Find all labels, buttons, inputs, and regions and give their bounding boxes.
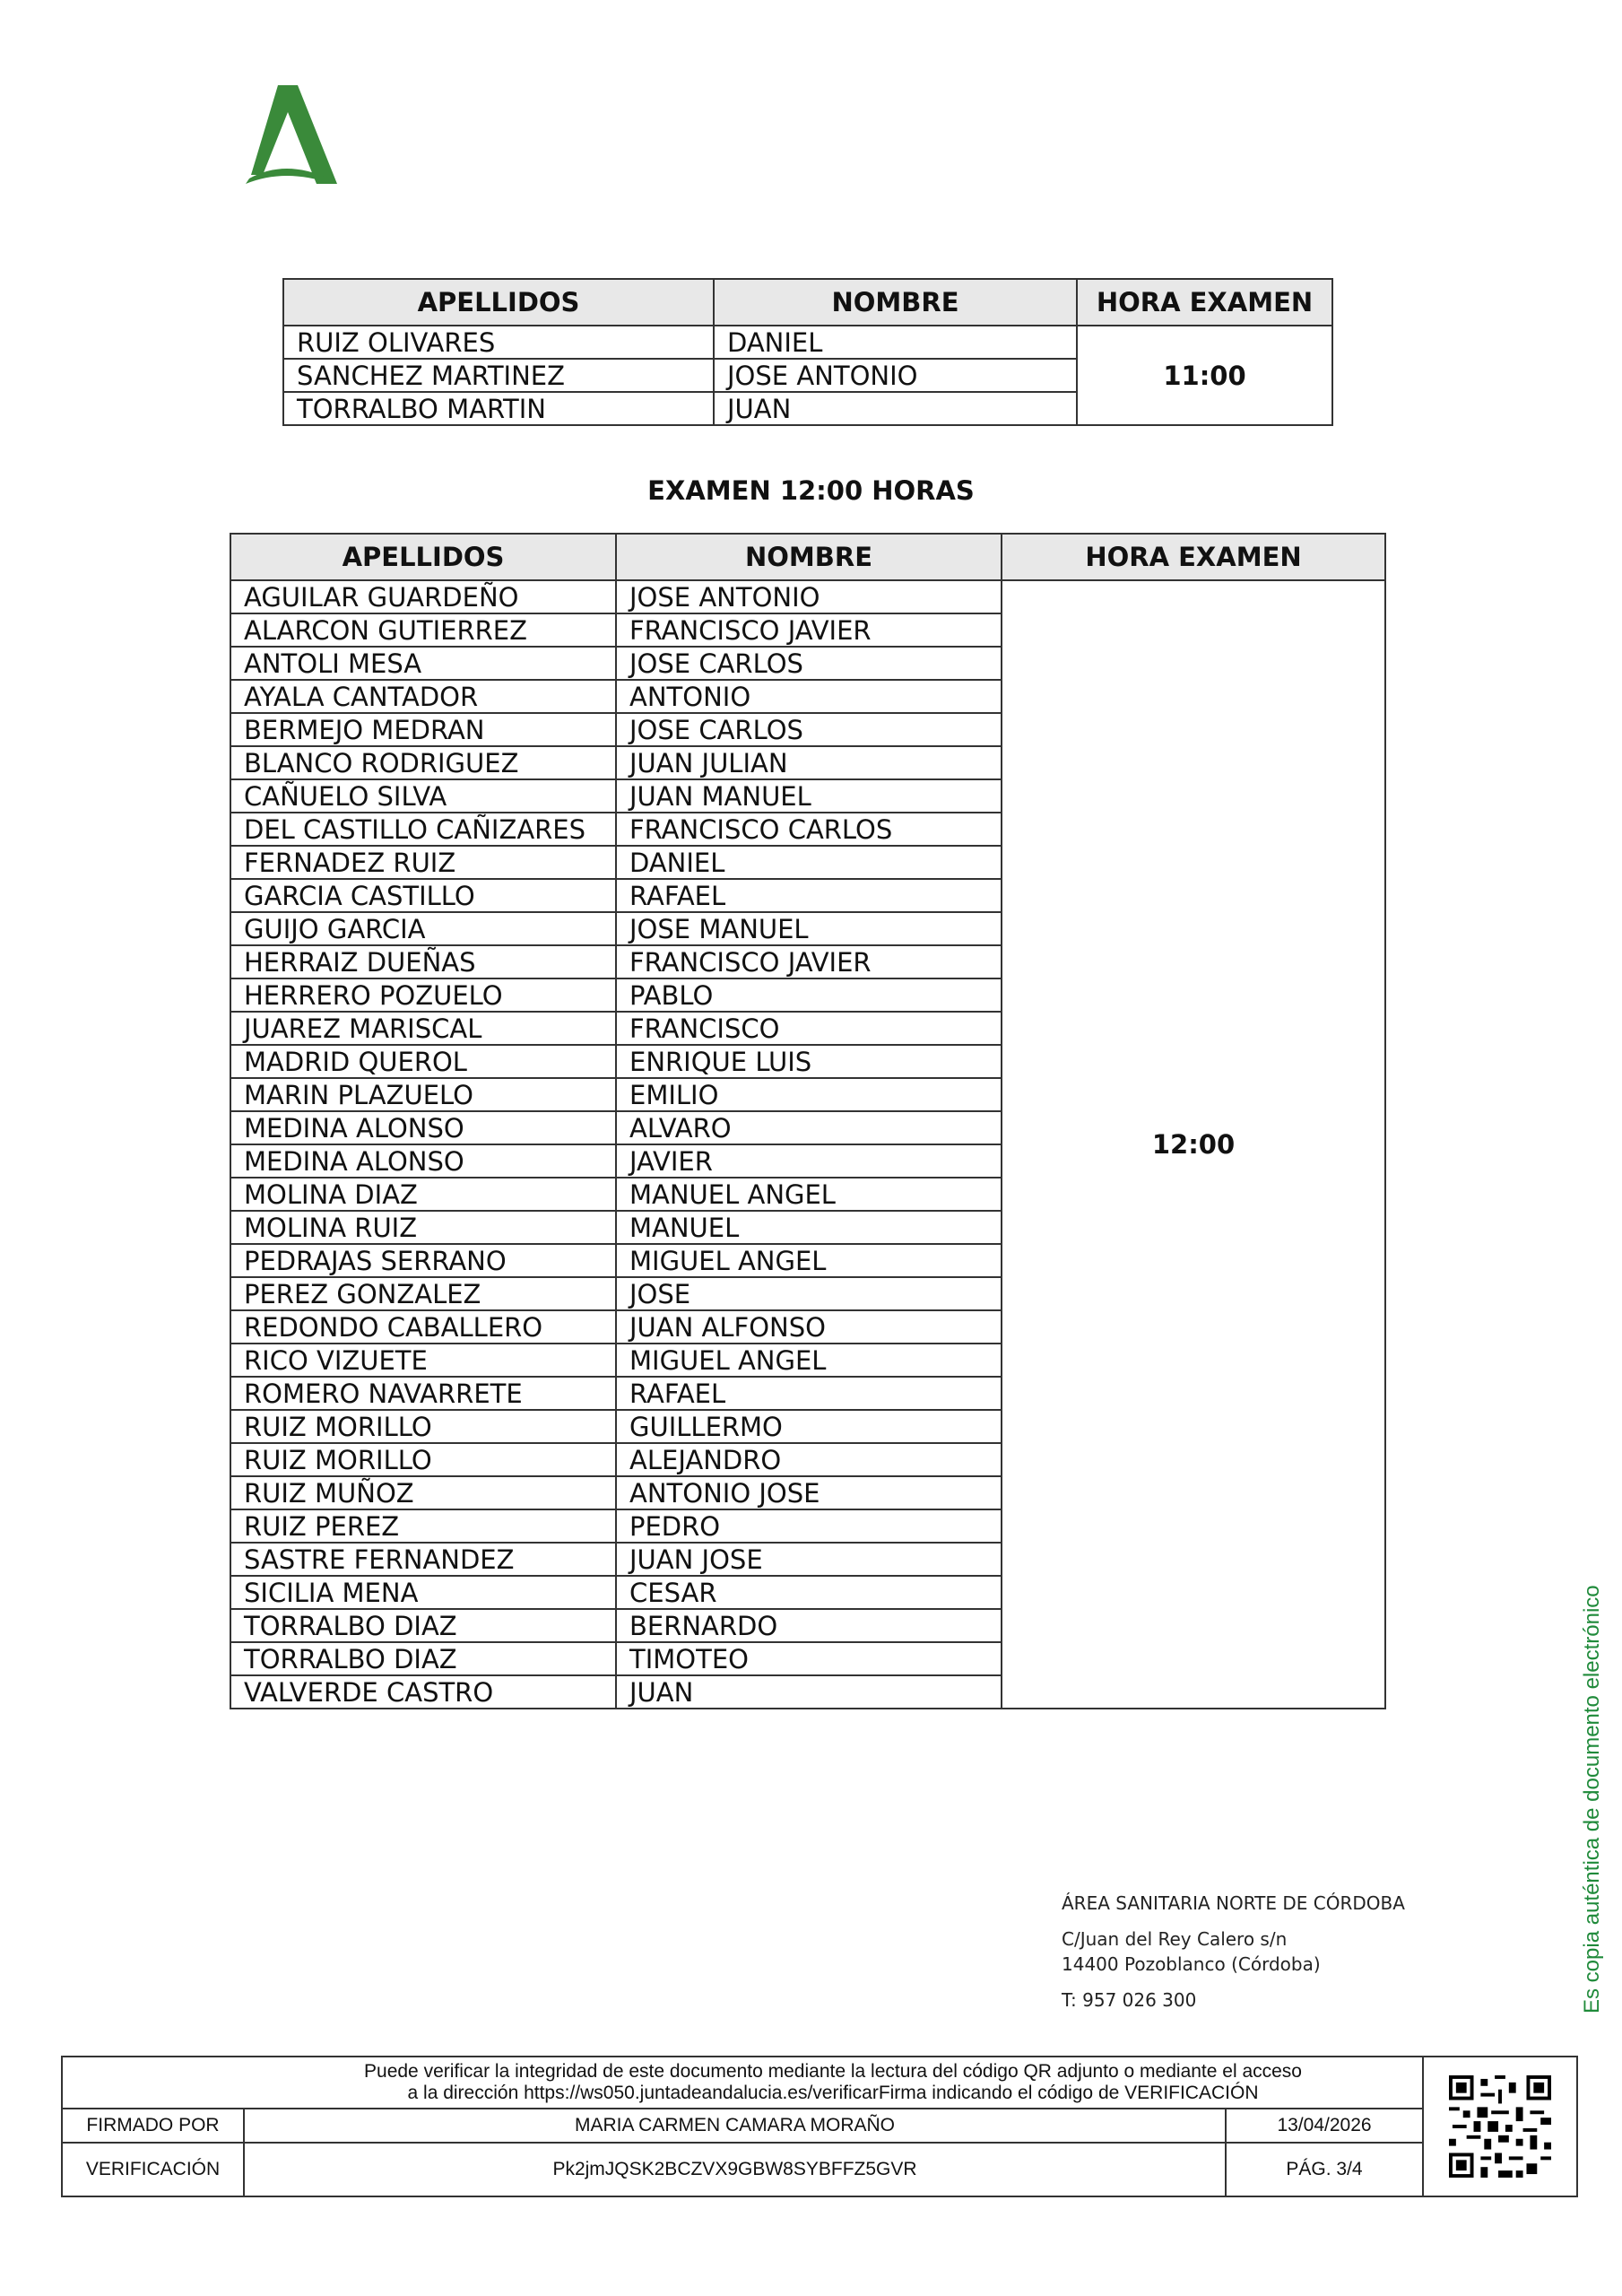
cell-nombre: JOSE CARLOS <box>616 713 1002 746</box>
cell-nombre: JUAN MANUEL <box>616 779 1002 813</box>
cell-apellidos: JUAREZ MARISCAL <box>230 1012 616 1045</box>
cell-nombre: RAFAEL <box>616 879 1002 912</box>
cell-apellidos: AGUILAR GUARDEÑO <box>230 580 616 613</box>
header-nombre: NOMBRE <box>616 534 1002 580</box>
cell-apellidos: BERMEJO MEDRAN <box>230 713 616 746</box>
cell-nombre: ANTONIO JOSE <box>616 1476 1002 1509</box>
cell-apellidos: SANCHEZ MARTINEZ <box>283 359 714 392</box>
cell-nombre: MIGUEL ANGEL <box>616 1344 1002 1377</box>
cell-apellidos: HERRERO POZUELO <box>230 978 616 1012</box>
cell-nombre: DANIEL <box>616 846 1002 879</box>
cell-nombre: MIGUEL ANGEL <box>616 1244 1002 1277</box>
cell-apellidos: ROMERO NAVARRETE <box>230 1377 616 1410</box>
cell-apellidos: RUIZ MORILLO <box>230 1443 616 1476</box>
page-number: PÁG. 3/4 <box>1226 2143 1423 2196</box>
table-row <box>230 580 1385 613</box>
cell-nombre: ALEJANDRO <box>616 1443 1002 1476</box>
cell-nombre: PABLO <box>616 978 1002 1012</box>
cell-nombre: PEDRO <box>616 1509 1002 1543</box>
cell-apellidos: ALARCON GUTIERREZ <box>230 613 616 647</box>
cell-apellidos: CAÑUELO SILVA <box>230 779 616 813</box>
cell-apellidos: DEL CASTILLO CAÑIZARES <box>230 813 616 846</box>
cell-nombre: JOSE MANUEL <box>616 912 1002 945</box>
cell-apellidos: RUIZ MUÑOZ <box>230 1476 616 1509</box>
cell-apellidos: ANTOLI MESA <box>230 647 616 680</box>
cell-apellidos: RUIZ MORILLO <box>230 1410 616 1443</box>
cell-nombre: MANUEL ANGEL <box>616 1178 1002 1211</box>
table-row <box>283 326 1332 359</box>
cell-nombre: EMILIO <box>616 1078 1002 1111</box>
cell-apellidos: RICO VIZUETE <box>230 1344 616 1377</box>
cell-apellidos: RUIZ PEREZ <box>230 1509 616 1543</box>
signature-box <box>61 2056 1578 2197</box>
cell-nombre: MANUEL <box>616 1211 1002 1244</box>
section-title: EXAMEN 12:00 HORAS <box>647 475 975 506</box>
cell-nombre: JAVIER <box>616 1144 1002 1178</box>
verify-line-1: Puede verificar la integridad de este documento mediante la lectura del código QR adjunto o mediante el acceso <box>364 2061 1302 2082</box>
cell-nombre: ENRIQUE LUIS <box>616 1045 1002 1078</box>
cell-nombre: BERNARDO <box>616 1609 1002 1642</box>
cell-nombre: JUAN JULIAN <box>616 746 1002 779</box>
cell-apellidos: VALVERDE CASTRO <box>230 1675 616 1709</box>
cell-apellidos: BLANCO RODRIGUEZ <box>230 746 616 779</box>
cell-apellidos: REDONDO CABALLERO <box>230 1310 616 1344</box>
cell-nombre: ALVARO <box>616 1111 1002 1144</box>
cell-nombre: CESAR <box>616 1576 1002 1609</box>
org-name: ÁREA SANITARIA NORTE DE CÓRDOBA <box>1062 1892 1405 1914</box>
signature-date: 13/04/2026 <box>1226 2109 1423 2143</box>
address-street: C/Juan del Rey Calero s/n <box>1062 1928 1288 1950</box>
header-apellidos: APELLIDOS <box>283 279 714 326</box>
cell-apellidos: MOLINA RUIZ <box>230 1211 616 1244</box>
cell-nombre: JUAN ALFONSO <box>616 1310 1002 1344</box>
cell-apellidos: SASTRE FERNANDEZ <box>230 1543 616 1576</box>
header-nombre: NOMBRE <box>714 279 1077 326</box>
cell-nombre: ANTONIO <box>616 680 1002 713</box>
cell-nombre: FRANCISCO <box>616 1012 1002 1045</box>
cell-nombre: JOSE <box>616 1277 1002 1310</box>
cell-apellidos: PEREZ GONZALEZ <box>230 1277 616 1310</box>
cell-nombre: JUAN JOSE <box>616 1543 1002 1576</box>
cell-nombre: RAFAEL <box>616 1377 1002 1410</box>
verify-line-2: a la dirección https://ws050.juntadeandalucia.es/verificarFirma indicando el código de VERIFICACIÓN <box>407 2083 1259 2103</box>
junta-andalucia-logo-icon <box>231 85 337 184</box>
cell-apellidos: SICILIA MENA <box>230 1576 616 1609</box>
cell-apellidos: MARIN PLAZUELO <box>230 1078 616 1111</box>
cell-nombre: JOSE CARLOS <box>616 647 1002 680</box>
cell-nombre: FRANCISCO JAVIER <box>616 945 1002 978</box>
cell-apellidos: PEDRAJAS SERRANO <box>230 1244 616 1277</box>
signer-name: MARIA CARMEN CAMARA MORAÑO <box>244 2109 1226 2143</box>
cell-apellidos: TORRALBO DIAZ <box>230 1642 616 1675</box>
cell-apellidos: HERRAIZ DUEÑAS <box>230 945 616 978</box>
cell-apellidos: TORRALBO DIAZ <box>230 1609 616 1642</box>
cell-apellidos: GARCIA CASTILLO <box>230 879 616 912</box>
cell-nombre: TIMOTEO <box>616 1642 1002 1675</box>
cell-hour: 12:00 <box>1002 580 1385 1709</box>
header-hora: HORA EXAMEN <box>1002 534 1385 580</box>
cell-nombre: FRANCISCO CARLOS <box>616 813 1002 846</box>
cell-nombre: FRANCISCO JAVIER <box>616 613 1002 647</box>
cell-nombre: JOSE ANTONIO <box>714 359 1077 392</box>
cell-apellidos: GUIJO GARCIA <box>230 912 616 945</box>
cell-nombre: GUILLERMO <box>616 1410 1002 1443</box>
cell-apellidos: MEDINA ALONSO <box>230 1111 616 1144</box>
qr-code-icon <box>1449 2075 1551 2178</box>
cell-nombre: JUAN <box>616 1675 1002 1709</box>
verification-label: VERIFICACIÓN <box>62 2143 244 2196</box>
authenticity-note: Es copia auténtica de documento electrónico <box>1580 1585 1604 2013</box>
cell-apellidos: FERNADEZ RUIZ <box>230 846 616 879</box>
cell-hour: 11:00 <box>1077 326 1332 425</box>
cell-nombre: JUAN <box>714 392 1077 425</box>
header-apellidos: APELLIDOS <box>230 534 616 580</box>
address-phone: T: 957 026 300 <box>1062 1989 1197 2011</box>
cell-nombre: JOSE ANTONIO <box>616 580 1002 613</box>
verification-code: Pk2jmJQSK2BCZVX9GBW8SYBFFZ5GVR <box>244 2143 1226 2196</box>
cell-apellidos: MOLINA DIAZ <box>230 1178 616 1211</box>
exam-table-12 <box>230 533 1386 1709</box>
cell-apellidos: RUIZ OLIVARES <box>283 326 714 359</box>
signed-by-label: FIRMADO POR <box>62 2109 244 2143</box>
cell-nombre: DANIEL <box>714 326 1077 359</box>
cell-apellidos: AYALA CANTADOR <box>230 680 616 713</box>
exam-table-11 <box>282 278 1333 426</box>
cell-apellidos: MEDINA ALONSO <box>230 1144 616 1178</box>
cell-apellidos: MADRID QUEROL <box>230 1045 616 1078</box>
address-city: 14400 Pozoblanco (Córdoba) <box>1062 1953 1321 1975</box>
cell-apellidos: TORRALBO MARTIN <box>283 392 714 425</box>
header-hora: HORA EXAMEN <box>1077 279 1332 326</box>
